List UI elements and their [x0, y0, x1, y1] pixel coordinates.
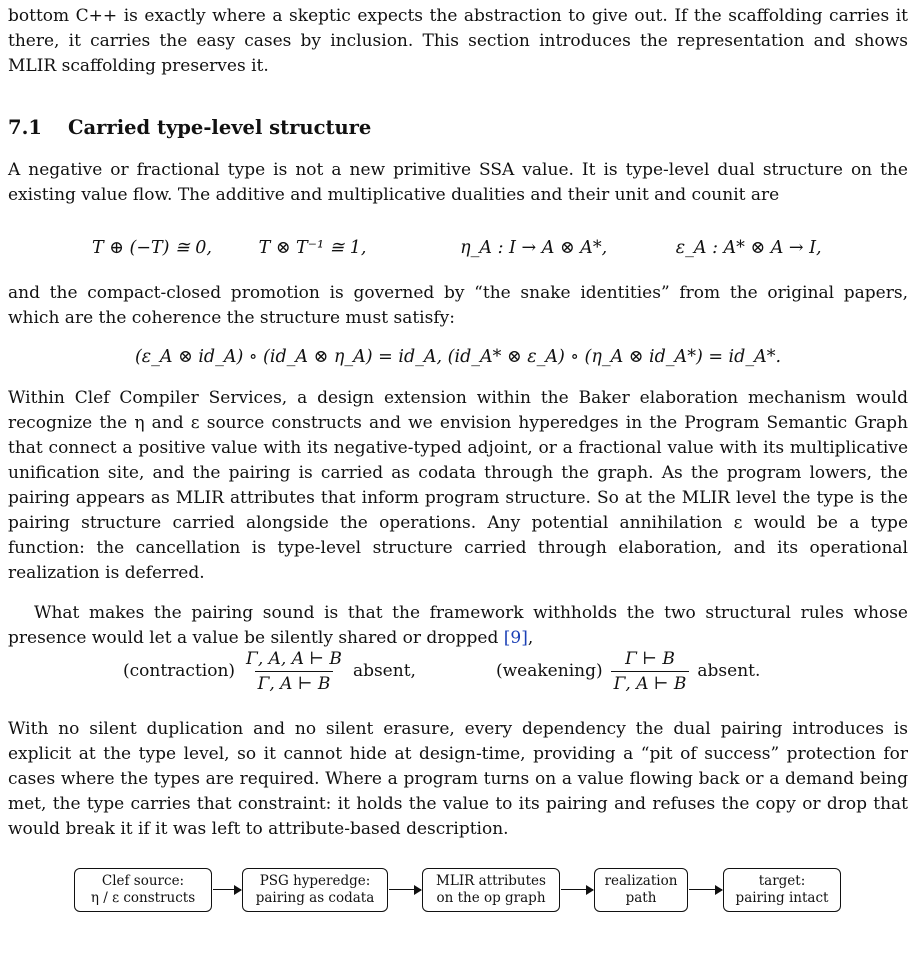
flow-box-line1: MLIR attributes — [436, 873, 546, 889]
equation-dualities — [92, 236, 822, 261]
intro-paragraph: bottom C++ is exactly where a skeptic expects the abstraction to give out. If the scaffolding carries it there, it carries the easy cases by inclusion. This section introduces the representation and shows MLIR scaffolding preserves it. — [8, 6, 908, 76]
rule-name: (weakening) — [496, 661, 603, 681]
paragraph-structural-rules — [8, 601, 908, 651]
flow-box-line2: on the op graph — [436, 890, 546, 906]
rule-contraction — [123, 648, 416, 695]
flow-box-clef-source — [74, 868, 212, 912]
citation-link[interactable]: [9] — [503, 628, 528, 648]
flow-box-line1: target: — [758, 873, 806, 889]
structural-rules-text: What makes the pairing sound is that the framework withholds the two structural rules whose presence would let a value be silently shared or dropped — [8, 603, 908, 648]
rule-note: absent. — [697, 661, 761, 681]
flow-box-target — [723, 868, 841, 912]
paragraph-pit-of-success: With no silent duplication and no silent erasure, every dependency the dual pairing introduces is explicit at the type level, so it cannot hide at design-time, providing a “pit of success” protection for cases where the types are required. Where a program turns on a value flowing back or a demand being met, the type carries that constraint: it holds the value to its pairing and refuses the copy or drop that would break it if it was left to attribute-based description. — [8, 719, 908, 839]
paragraph-snake: and the compact-closed promotion is governed by “the snake identities” from the original papers, which are the coherence the structure must satisfy: — [8, 283, 908, 328]
flow-arrow — [213, 889, 241, 890]
punctuation: , — [527, 628, 534, 648]
flow-box-line2: pairing intact — [735, 890, 829, 906]
flow-box-realization-path — [594, 868, 688, 912]
rule-weakening — [496, 648, 760, 695]
eq-additive-dual: T ⊕ (−T) ≅ 0, — [92, 238, 212, 258]
rule-fraction — [243, 648, 345, 695]
rule-conclusion: Γ, A ⊢ B — [255, 671, 334, 695]
flow-box-line2: path — [625, 890, 657, 906]
section-number: 7.1 — [8, 116, 42, 139]
section-heading — [8, 115, 371, 140]
paragraph-dual-structure: A negative or fractional type is not a new primitive SSA value. It is type-level dual structure on the existing value flow. The additive and multiplicative dualities and their unit and counit are — [8, 160, 908, 205]
rule-note: absent, — [352, 661, 416, 681]
rule-conclusion: Γ, A ⊢ B — [611, 671, 690, 695]
flow-box-psg-hyperedge — [242, 868, 388, 912]
equation-snake-identities: (ε_A ⊗ id_A) ∘ (id_A ⊗ η_A) = id_A, (id_A* ⊗ ε_A) ∘ (η_A ⊗ id_A*) = id_A*. — [134, 347, 782, 367]
flow-box-line1: realization — [604, 873, 678, 889]
pipeline-diagram — [8, 866, 908, 926]
section-title: Carried type-level structure — [68, 116, 372, 139]
eq-unit: η_A : I → A ⊗ A*, — [460, 238, 608, 258]
flow-arrow — [561, 889, 593, 890]
flow-box-line2: pairing as codata — [255, 890, 375, 906]
eq-counit: ε_A : A* ⊗ A → I, — [675, 238, 822, 258]
flow-arrow — [689, 889, 722, 890]
flow-box-line1: Clef source: — [101, 873, 185, 889]
rule-name: (contraction) — [123, 661, 236, 681]
flow-box-mlir-attributes — [422, 868, 560, 912]
paragraph-clef-services: Within Clef Compiler Services, a design extension within the Baker elaboration mechanism would recognize the η and ε source constructs and we envision hyperedges in the Program Semantic Graph that connect a positive value with its negative-typed adjoint, or a fractional value with its multiplicative unification site, and the pairing is carried as codata through the graph. As the program lowers, the pairing appears as MLIR attributes that inform program structure. So at the MLIR level the type is the pairing structure carried alongside the operations. Any potential annihilation ε would be a type function: the cancellation is type-level structure carried through elaboration, and its operational realization is deferred. — [8, 388, 908, 583]
rule-premise: Γ, A, A ⊢ B — [246, 649, 342, 669]
rule-premise: Γ ⊢ B — [625, 649, 675, 669]
flow-box-line1: PSG hyperedge: — [259, 873, 371, 889]
flow-box-line2: η / ε constructs — [90, 890, 196, 906]
eq-multiplicative-dual: T ⊗ T⁻¹ ≅ 1, — [258, 238, 367, 258]
rule-fraction — [611, 648, 690, 695]
flow-arrow — [389, 889, 421, 890]
structural-rules-display — [8, 648, 908, 708]
